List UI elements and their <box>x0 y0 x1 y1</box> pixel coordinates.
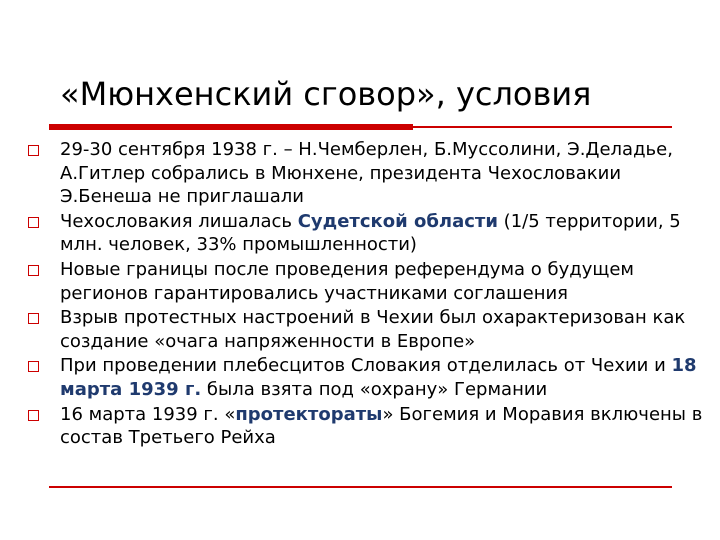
bullet-item-protests <box>28 306 708 353</box>
bullet-emphasis: Судетской области <box>297 210 498 232</box>
bullet-emphasis: протектораты <box>235 403 383 425</box>
bullet-emphasis: 18 марта 1939 г. <box>60 355 697 400</box>
bullet-text-before: Чехословакия лишалась <box>60 210 298 232</box>
hollow-square-bullet-icon <box>28 313 39 324</box>
bullet-text-after: » Богемия и Моравия включены в состав Третьего Рейха <box>60 403 703 449</box>
bullet-item-sudetenland <box>28 210 708 257</box>
bullet-text-after: была взята под «охрану» Германии <box>201 378 548 400</box>
bullet-text-before: При проведении плебесцитов Словакия отделилась от Чехии и <box>60 355 672 377</box>
footer-divider <box>49 486 672 488</box>
bullet-item-slovakia <box>28 354 708 401</box>
hollow-square-bullet-icon <box>28 265 39 276</box>
hollow-square-bullet-icon <box>28 217 39 228</box>
bullet-item-protectorate <box>28 403 708 450</box>
bullet-text: Взрыв протестных настроений в Чехии был охарактеризован как создание «очага напряженности в Европе» <box>60 307 686 352</box>
slide-title: «Мюнхенский сговор», условия <box>60 75 592 113</box>
hollow-square-bullet-icon <box>28 410 39 421</box>
bullet-text-before: 16 марта 1939 г. « <box>60 403 236 425</box>
hollow-square-bullet-icon <box>28 145 39 156</box>
title-underline-thin <box>413 126 672 128</box>
hollow-square-bullet-icon <box>28 361 39 372</box>
bullet-text: 29-30 сентября 1938 г. – Н.Чемберлен, Б.Муссолини, Э.Деладье, А.Гитлер собрались в Мюнхене, президента Чехословакии Э.Бенеша не приглашали <box>60 139 673 208</box>
title-underline-accent <box>49 124 413 130</box>
bullet-list <box>28 138 708 451</box>
bullet-text-after: (1/5 территории, 5 млн. человек, 33% промышленности) <box>60 210 681 256</box>
bullet-item-borders <box>28 258 708 305</box>
bullet-text: Новые границы после проведения референдума о будущем регионов гарантировались участниками соглашения <box>60 258 634 304</box>
bullet-item-meeting <box>28 138 708 209</box>
